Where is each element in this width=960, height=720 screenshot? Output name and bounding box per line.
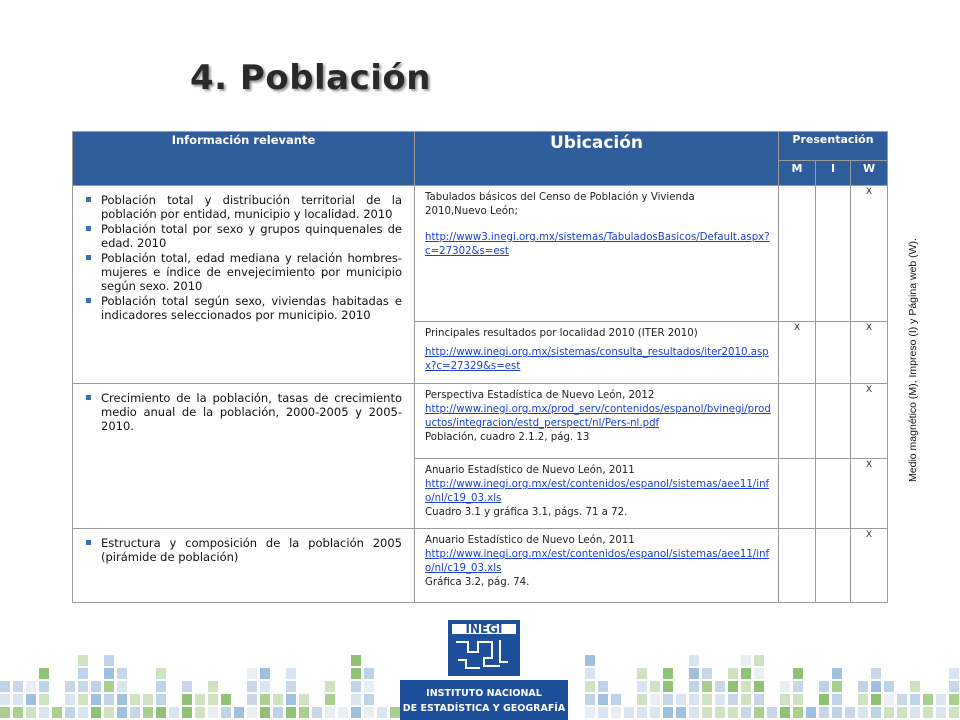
header-informacion: Información relevante: [73, 132, 415, 186]
decorative-block: [858, 694, 868, 705]
decorative-block: [247, 707, 257, 718]
decorative-block: [221, 707, 231, 718]
mark-m: X: [779, 322, 816, 384]
source-cell: [415, 322, 779, 384]
decorative-block: [819, 694, 829, 705]
decorative-block: [247, 694, 257, 705]
mark-w: X: [851, 322, 888, 384]
decorative-block: [936, 694, 946, 705]
header-m: M: [779, 161, 816, 186]
decorative-block: [208, 681, 218, 692]
decorative-block: [884, 681, 894, 692]
decorative-block: [715, 694, 725, 705]
decorative-block: [871, 668, 881, 679]
decorative-block: [585, 681, 595, 692]
decorative-block: [286, 668, 296, 679]
decorative-block: [871, 681, 881, 692]
decorative-block: [637, 681, 647, 692]
mark-w: X: [851, 459, 888, 529]
logo-line1: INSTITUTO NACIONAL: [426, 688, 542, 699]
decorative-block: [793, 681, 803, 692]
decorative-block: [858, 707, 868, 718]
decorative-block: [156, 681, 166, 692]
decorative-block: [702, 668, 712, 679]
source-cell: [415, 384, 779, 459]
decorative-block: [637, 694, 647, 705]
decorative-block: [13, 707, 23, 718]
decorative-block: [676, 694, 686, 705]
decorative-block: [273, 694, 283, 705]
decorative-block: [39, 707, 49, 718]
decorative-block: [871, 694, 881, 705]
list-item: Población total por sexo y grupos quinquenales de edad. 2010: [95, 222, 402, 250]
decorative-block: [299, 694, 309, 705]
decorative-block: [182, 681, 192, 692]
decorative-block: [182, 694, 192, 705]
decorative-block: [325, 681, 335, 692]
decorative-block: [26, 707, 36, 718]
header-w: W: [851, 161, 888, 186]
decorative-block: [741, 694, 751, 705]
source-link[interactable]: http://www3.inegi.org.mx/sistemas/TabuladosBasicos/Default.aspx?c=27302&s=est: [425, 232, 770, 257]
decorative-block: [299, 707, 309, 718]
decorative-block: [949, 707, 959, 718]
header-i: I: [816, 161, 851, 186]
decorative-block: [767, 707, 777, 718]
decorative-block: [143, 707, 153, 718]
info-cell: [73, 186, 415, 384]
decorative-block: [0, 707, 10, 718]
source-title: Perspectiva Estadística de Nuevo León, 2012: [425, 390, 655, 401]
decorative-block: [351, 707, 361, 718]
decorative-block: [65, 681, 75, 692]
source-cell: [415, 186, 779, 322]
decorative-block: [65, 694, 75, 705]
decorative-block: [143, 694, 153, 705]
decorative-block: [689, 655, 699, 666]
decorative-block: [117, 681, 127, 692]
decorative-block: [832, 681, 842, 692]
decorative-block: [728, 668, 738, 679]
decorative-block: [819, 707, 829, 718]
decorative-block: [91, 681, 101, 692]
decorative-block: [156, 707, 166, 718]
decorative-block: [598, 681, 608, 692]
decorative-block: [104, 707, 114, 718]
decorative-block: [650, 707, 660, 718]
presentation-legend-text: Medio magnético (M), Impreso (I) y Página web (W).: [907, 238, 919, 482]
decorative-block: [195, 694, 205, 705]
decorative-block: [65, 707, 75, 718]
decorative-block: [728, 707, 738, 718]
decorative-block: [0, 681, 10, 692]
decorative-block: [26, 694, 36, 705]
decorative-block: [949, 694, 959, 705]
decorative-block: [117, 668, 127, 679]
decorative-block: [832, 707, 842, 718]
decorative-block: [949, 681, 959, 692]
list-item: Población total, edad mediana y relación hombres-mujeres e índice de envejecimiento por municipio según sexo. 2010: [95, 251, 402, 293]
decorative-block: [104, 655, 114, 666]
decorative-block: [624, 707, 634, 718]
source-cell: [415, 529, 779, 603]
list-item: Crecimiento de la población, tasas de crecimiento medio anual de la población, 2000-2005 y 2005-2010.: [95, 391, 402, 433]
decorative-block: [247, 668, 257, 679]
decorative-block: [793, 668, 803, 679]
decorative-block: [52, 707, 62, 718]
decorative-block: [260, 694, 270, 705]
decorative-block: [793, 707, 803, 718]
decorative-block: [117, 707, 127, 718]
header-ubicacion: Ubicación: [415, 132, 779, 186]
decorative-block: [936, 707, 946, 718]
mark-i: [816, 529, 851, 603]
decorative-block: [663, 694, 673, 705]
decorative-block: [39, 668, 49, 679]
decorative-block: [221, 694, 231, 705]
decorative-block: [78, 694, 88, 705]
decorative-block: [702, 707, 712, 718]
decorative-block: [351, 668, 361, 679]
header-presentacion: Presentación: [779, 132, 888, 161]
decorative-block: [663, 668, 673, 679]
info-cell: [73, 384, 415, 529]
source-reference: Población, cuadro 2.1.2, pág. 13: [425, 432, 590, 443]
logo-line2: DE ESTADÍSTICA Y GEOGRAFÍA: [402, 703, 566, 714]
decorative-block: [585, 655, 595, 666]
decorative-block: [364, 694, 374, 705]
decorative-block: [286, 681, 296, 692]
decorative-block: [364, 681, 374, 692]
decorative-block: [91, 694, 101, 705]
decorative-block: [689, 707, 699, 718]
mark-i: [816, 322, 851, 384]
decorative-block: [234, 707, 244, 718]
decorative-block: [364, 707, 374, 718]
mark-i: [816, 384, 851, 459]
population-table: [72, 131, 888, 603]
decorative-block: [884, 707, 894, 718]
decorative-block: [104, 694, 114, 705]
decorative-block: [897, 707, 907, 718]
decorative-block: [117, 694, 127, 705]
decorative-block: [169, 707, 179, 718]
decorative-block: [91, 707, 101, 718]
decorative-block: [793, 694, 803, 705]
decorative-block: [910, 694, 920, 705]
decorative-block: [39, 681, 49, 692]
decorative-block: [741, 655, 751, 666]
decorative-block: [0, 694, 10, 705]
mark-m: [779, 529, 816, 603]
decorative-block: [702, 681, 712, 692]
decorative-block: [273, 707, 283, 718]
decorative-block: [156, 668, 166, 679]
mark-m: [779, 186, 816, 322]
decorative-block: [208, 707, 218, 718]
decorative-block: [104, 668, 114, 679]
decorative-block: [585, 668, 595, 679]
source-reference: Gráfica 3.2, pág. 74.: [425, 577, 530, 588]
decorative-block: [910, 681, 920, 692]
mark-w: X: [851, 186, 888, 322]
source-subtitle: 2010,Nuevo León;: [425, 206, 518, 217]
decorative-block: [260, 707, 270, 718]
decorative-block: [780, 707, 790, 718]
decorative-block: [312, 707, 322, 718]
decorative-block: [325, 707, 335, 718]
decorative-block: [377, 707, 387, 718]
source-title: Principales resultados por localidad 2010 (ITER 2010): [425, 328, 698, 339]
presentation-legend: [906, 220, 920, 500]
source-link[interactable]: http://www.inegi.org.mx/est/contenidos/espanol/sistemas/aee11/info/nl/c19_03.xls: [425, 549, 770, 574]
decorative-block: [637, 668, 647, 679]
decorative-block: [78, 655, 88, 666]
decorative-block: [351, 681, 361, 692]
decorative-block: [910, 707, 920, 718]
decorative-block: [260, 681, 270, 692]
decorative-block: [780, 681, 790, 692]
decorative-block: [598, 707, 608, 718]
decorative-block: [754, 681, 764, 692]
source-reference: Cuadro 3.1 y gráfica 3.1, págs. 71 a 72.: [425, 507, 628, 518]
source-link[interactable]: http://www.inegi.org.mx/sistemas/consulta_resultados/iter2010.aspx?c=27329&s=est: [425, 347, 769, 372]
decorative-block: [130, 707, 140, 718]
source-cell: [415, 459, 779, 529]
decorative-block: [104, 681, 114, 692]
decorative-block: [871, 707, 881, 718]
decorative-block: [754, 655, 764, 666]
decorative-block: [741, 681, 751, 692]
page-title: 4. Población: [190, 58, 431, 98]
source-link[interactable]: http://www.inegi.org.mx/est/contenidos/espanol/sistemas/aee11/info/nl/c19_03.xls: [425, 479, 770, 504]
decorative-block: [715, 707, 725, 718]
decorative-block: [832, 668, 842, 679]
decorative-block: [689, 668, 699, 679]
decorative-block: [338, 707, 348, 718]
decorative-block: [923, 694, 933, 705]
mark-i: [816, 186, 851, 322]
decorative-block: [806, 707, 816, 718]
mark-i: [816, 459, 851, 529]
decorative-block: [663, 681, 673, 692]
decorative-block: [702, 694, 712, 705]
decorative-block: [351, 694, 361, 705]
decorative-block: [858, 681, 868, 692]
info-cell: [73, 529, 415, 603]
decorative-block: [611, 694, 621, 705]
decorative-block: [78, 668, 88, 679]
decorative-block: [195, 707, 205, 718]
source-title: Anuario Estadístico de Nuevo León, 2011: [425, 535, 635, 546]
decorative-block: [689, 694, 699, 705]
mark-m: [779, 384, 816, 459]
decorative-block: [598, 694, 608, 705]
decorative-block: [728, 694, 738, 705]
list-item: Estructura y composición de la población 2005 (pirámide de población): [95, 536, 402, 564]
decorative-block: [819, 681, 829, 692]
mark-w: X: [851, 529, 888, 603]
decorative-block: [663, 707, 673, 718]
decorative-block: [247, 681, 257, 692]
decorative-block: [884, 694, 894, 705]
decorative-block: [715, 681, 725, 692]
decorative-block: [689, 681, 699, 692]
decorative-block: [325, 694, 335, 705]
decorative-block: [728, 681, 738, 692]
decorative-block: [364, 668, 374, 679]
source-link[interactable]: http://www.inegi.org.mx/prod_serv/contenidos/espanol/bvinegi/productos/integracion/estd_perspect/nl/Pers-nl.pdf: [425, 404, 771, 429]
decorative-block: [780, 694, 790, 705]
decorative-block: [286, 707, 296, 718]
decorative-block: [741, 668, 751, 679]
decorative-block: [78, 707, 88, 718]
decorative-block: [351, 655, 361, 666]
decorative-block: [13, 694, 23, 705]
decorative-block: [611, 707, 621, 718]
decorative-block: [650, 694, 660, 705]
decorative-block: [949, 668, 959, 679]
source-title: Anuario Estadístico de Nuevo León, 2011: [425, 465, 635, 476]
decorative-block: [208, 694, 218, 705]
decorative-block: [585, 707, 595, 718]
decorative-block: [585, 694, 595, 705]
source-title: Tabulados básicos del Censo de Población y Vivienda: [425, 192, 695, 203]
mark-m: [779, 459, 816, 529]
decorative-block: [676, 707, 686, 718]
logo-acronym: INEGI: [465, 622, 503, 636]
list-item: Población total y distribución territorial de la población por entidad, municipio y localidad. 2010: [95, 193, 402, 221]
decorative-block: [845, 707, 855, 718]
inegi-logo: [400, 612, 568, 720]
mark-w: X: [851, 384, 888, 459]
list-item: Población total según sexo, viviendas habitadas e indicadores seleccionados por municipio. 2010: [95, 294, 402, 322]
decorative-block: [897, 694, 907, 705]
decorative-block: [741, 707, 751, 718]
decorative-block: [13, 681, 23, 692]
decorative-block: [754, 668, 764, 679]
decorative-block: [754, 707, 764, 718]
decorative-block: [390, 707, 400, 718]
decorative-block: [923, 707, 933, 718]
decorative-block: [78, 681, 88, 692]
decorative-block: [286, 694, 296, 705]
decorative-block: [182, 707, 192, 718]
decorative-block: [754, 694, 764, 705]
decorative-block: [130, 694, 140, 705]
decorative-block: [650, 681, 660, 692]
decorative-block: [26, 681, 36, 692]
decorative-block: [832, 694, 842, 705]
decorative-block: [637, 707, 647, 718]
decorative-block: [260, 668, 270, 679]
decorative-block: [156, 694, 166, 705]
decorative-block: [39, 694, 49, 705]
